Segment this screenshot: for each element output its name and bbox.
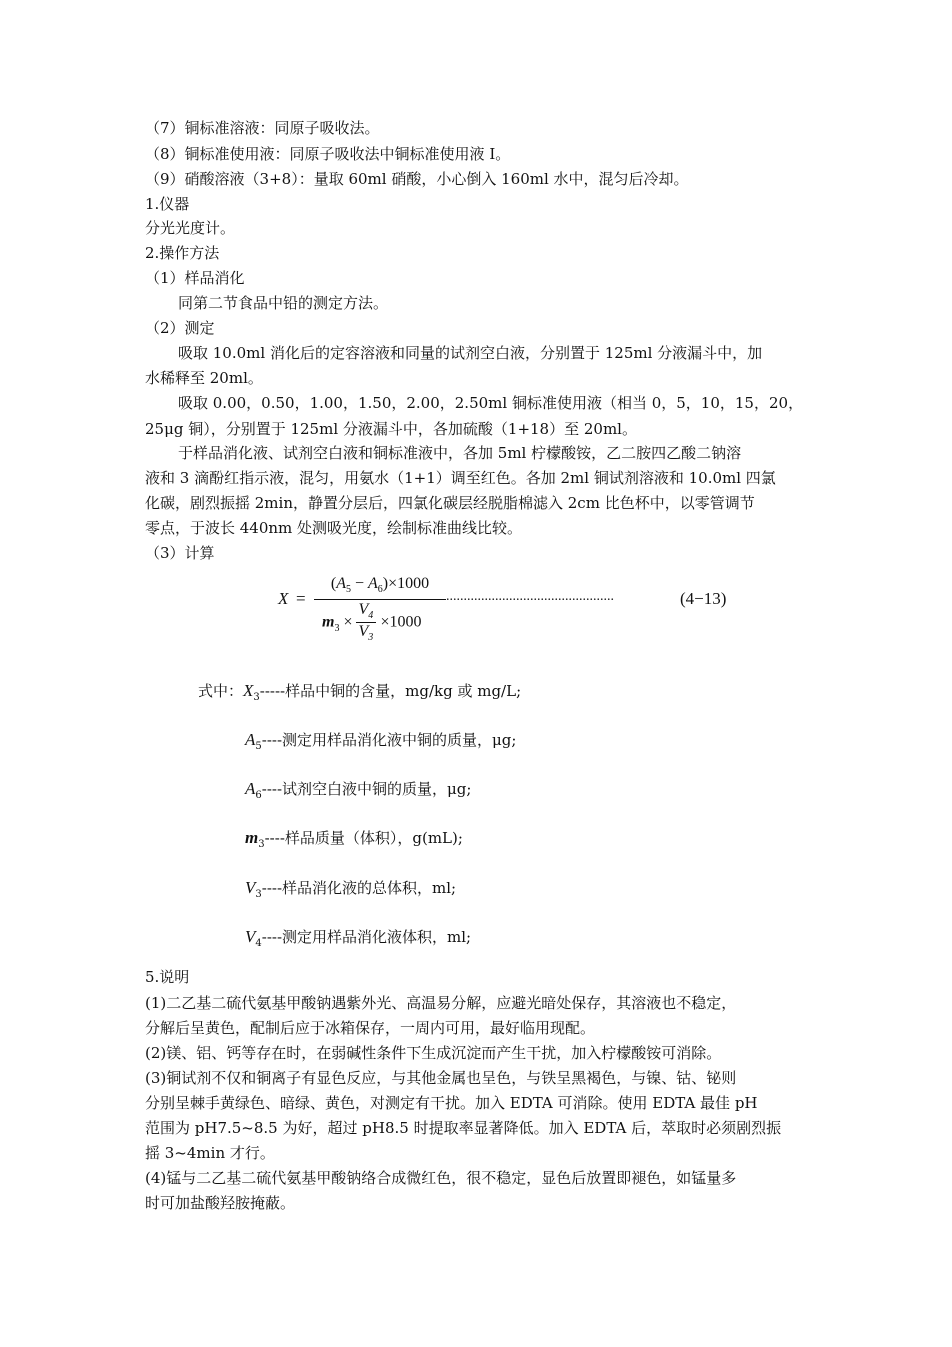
symbol: V: [245, 878, 256, 897]
definition-m3: [245, 827, 463, 856]
subheading-digestion: （1）样品消化: [145, 269, 245, 287]
note-line: 分解后呈黄色，配制后应于冰箱保存，一周内可用，最好临用现配。: [145, 1019, 596, 1037]
symbol-subscript: 3: [258, 839, 265, 850]
note-line: (3)铜试剂不仅和铜离子有显色反应，与其他金属也呈色，与铁呈黑褐色，与镍、钴、铋则: [145, 1069, 737, 1087]
note-line: 时可加盐酸羟胺掩蔽。: [145, 1194, 296, 1212]
definition-text: ----测定用样品消化液体积，ml;: [261, 928, 472, 946]
equation-lhs: X: [278, 589, 289, 608]
paragraph-line: 吸取 0.00，0.50，1.00，1.50，2.00，2.50ml 铜标准使用液（相当 0，5，10，15，20，: [178, 394, 804, 412]
note-line: 摇 3~4min 才行。: [145, 1144, 275, 1162]
equation-denominator: $m_3$ × $\frac{V_4}{V_3}$ ×1000: [322, 601, 422, 644]
definition-a6: [245, 778, 471, 807]
definition-text: -----样品中铜的含量，mg/kg 或 mg/L;: [259, 682, 522, 700]
definition-v3: [245, 877, 456, 906]
paragraph-line: 液和 3 滴酚红指示液，混匀，用氨水（1+1）调至红色。各加 2ml 铜试剂溶液和 10.0ml 四氯: [145, 469, 776, 487]
symbol: V: [245, 927, 256, 946]
definition-text: ----试剂空白液中铜的质量，μg;: [261, 780, 472, 798]
definition-a5: [245, 729, 516, 758]
note-line: (1)二乙基二硫代氨基甲酸钠遇紫外光、高温易分解，应避光暗处保存，其溶液也不稳定，: [145, 994, 737, 1012]
symbol: A: [245, 779, 256, 798]
definition-text: ----测定用样品消化液中铜的质量，μg;: [261, 731, 517, 749]
subheading-determination: （2）测定: [145, 319, 215, 337]
paragraph-line: 于样品消化液、试剂空白液和铜标准液中，各加 5ml 柠檬酸铵，乙二胺四乙酸二钠溶: [178, 444, 742, 462]
definition-text: ----样品消化液的总体积，ml;: [261, 879, 457, 897]
text-line-8: （8）铜标准使用液：同原子吸收法中铜标准使用液 I。: [145, 145, 511, 163]
symbol-subscript: 3: [255, 889, 262, 900]
section-heading-notes: 5.说明: [145, 968, 190, 986]
paragraph-line: 水稀释至 20ml。: [145, 369, 263, 387]
paragraph-line: 化碳，剧烈振摇 2min，静置分层后，四氯化碳层经脱脂棉滤入 2cm 比色杯中，以零管调节: [145, 494, 755, 512]
section-heading-procedure: 2.操作方法: [145, 244, 220, 262]
equation-numerator: $(A_5 - A_6)\times 1000$: [330, 575, 430, 596]
note-line: 分别呈棘手黄绿色、暗绿、黄色，对测定有干扰。加入 EDTA 可消除。使用 EDTA 最佳 pH: [145, 1094, 758, 1112]
text-instrument: 分光光度计。: [145, 219, 236, 237]
equals-sign: =: [296, 589, 306, 608]
subheading-calculation: （3）计算: [145, 544, 215, 562]
symbol-subscript: 5: [255, 741, 262, 752]
text-line-9: （9）硝酸溶液（3+8）：量取 60ml 硝酸，小心倒入 160ml 水中，混匀后冷却。: [145, 170, 689, 188]
note-line: 范围为 pH7.5~8.5 为好，超过 pH8.5 时提取率显著降低。加入 EDTA 后，萃取时必须剧烈振: [145, 1119, 782, 1137]
text-digestion: 同第二节食品中铅的测定方法。: [178, 294, 389, 312]
section-heading-instrument: 1.仪器: [145, 195, 190, 213]
symbol-subscript: 3: [253, 692, 260, 703]
symbol-subscript: 4: [255, 938, 262, 949]
paragraph-line: 吸取 10.0ml 消化后的定容溶液和同量的试剂空白液，分别置于 125ml 分液漏斗中，加: [178, 344, 763, 362]
definition-v4: [245, 926, 471, 955]
volume-ratio: $\frac{V_4}{V_3}$: [356, 603, 376, 643]
equation-number: (4−13): [680, 589, 727, 608]
note-line: (2)镁、铝、钙等存在时，在弱碱性条件下生成沉淀而产生干扰，加入柠檬酸铵可消除。: [145, 1044, 722, 1062]
paragraph-line: 零点，于波长 440nm 处测吸光度，绘制标准曲线比较。: [145, 519, 523, 537]
text-line-7: （7）铜标准溶液：同原子吸收法。: [145, 119, 380, 137]
symbol: A: [245, 730, 256, 749]
equation-4-13: [278, 575, 778, 655]
symbol: m: [245, 828, 259, 847]
note-line: (4)锰与二乙基二硫代氨基甲酸钠络合成微红色，很不稳定，显色后放置即褪色，如锰量多: [145, 1169, 737, 1187]
symbol: X: [243, 681, 254, 700]
paragraph-line: 25μg 铜），分别置于 125ml 分液漏斗中，各加硫酸（1+18）至 20ml。: [145, 420, 637, 438]
fraction-bar: [314, 599, 446, 600]
definition-text: ----样品质量（体积），g(mL);: [264, 829, 463, 847]
definition-prefix: 式中：: [198, 682, 244, 700]
definition-x3: [198, 680, 521, 709]
leader-dots: ................................................: [446, 589, 614, 604]
symbol-subscript: 6: [255, 790, 262, 801]
